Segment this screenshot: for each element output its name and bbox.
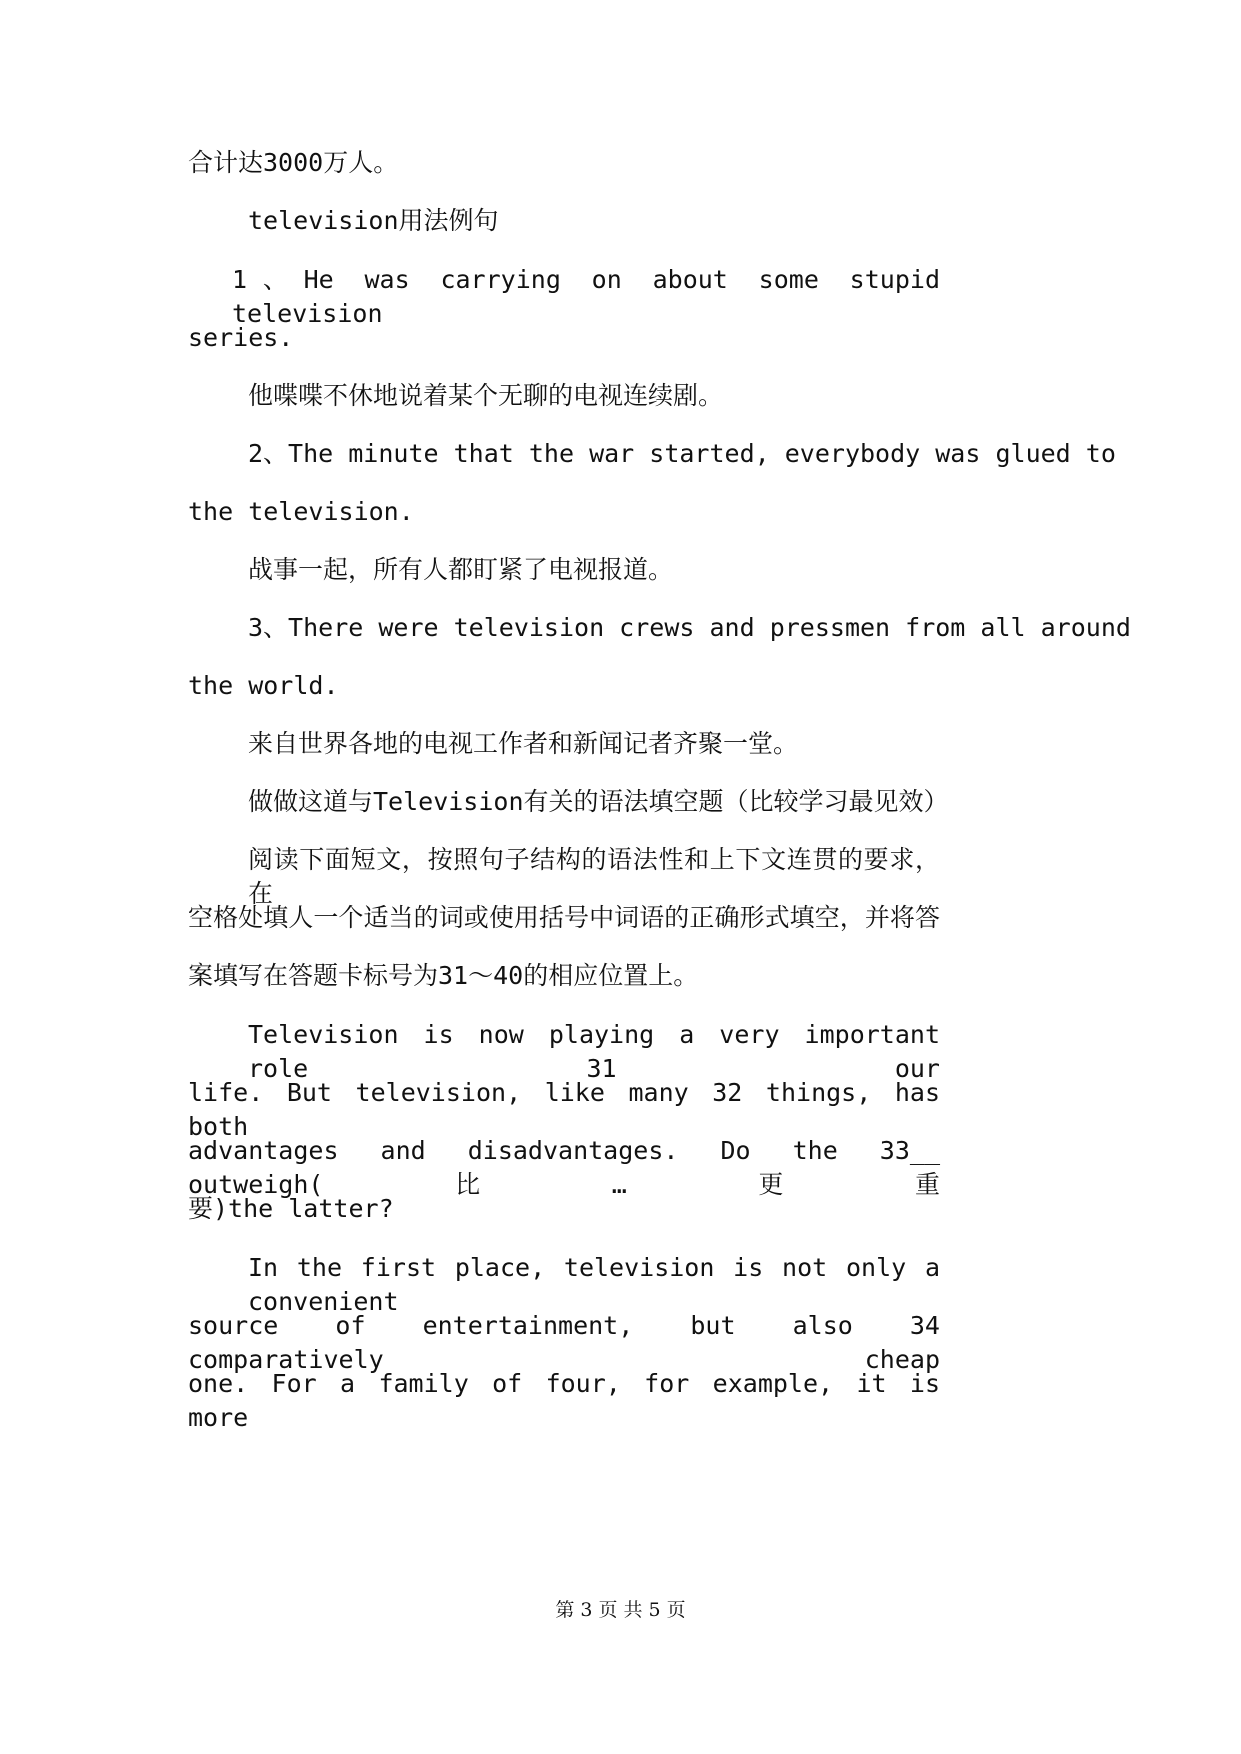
text-line: 战事一起，所有人都盯紧了电视报道。 — [248, 555, 674, 584]
text-line: one. For a family of four, for example, it is more — [188, 1369, 940, 1432]
text-line: 要)the latter? — [188, 1194, 394, 1223]
text-line: 阅读下面短文，按照句子结构的语法性和上下文连贯的要求，在 — [248, 845, 940, 908]
text-line: 3、There were television crews and pressmen from all around — [248, 613, 1131, 642]
text-line: 来自世界各地的电视工作者和新闻记者齐聚一堂。 — [248, 729, 799, 758]
text-line: 案填写在答题卡标号为31～40的相应位置上。 — [188, 961, 699, 990]
text-line: Television is now playing a very important role 31 our — [248, 1020, 940, 1083]
text-line: source of entertainment, but also 34 comparatively cheap — [188, 1311, 940, 1374]
text-line: series. — [188, 323, 294, 352]
text-line: In the first place, television is not only a convenient — [248, 1253, 940, 1316]
text-line: advantages and disadvantages. Do the 33__ outweigh(比…更重 — [188, 1136, 940, 1199]
text-line: 他喋喋不休地说着某个无聊的电视连续剧。 — [248, 381, 724, 410]
text-line: the world. — [188, 671, 339, 700]
text-line: 合计达3000万人。 — [188, 148, 399, 177]
text-line: life. But television, like many 32 things, has both — [188, 1078, 940, 1141]
page-number-footer: 第 3 页 共 5 页 — [555, 1599, 686, 1621]
text-line: the television. — [188, 497, 414, 526]
text-line: 2、The minute that the war started, everybody was glued to — [248, 439, 1116, 468]
text-line: 1、He was carrying on about some stupid television — [232, 265, 940, 328]
section-heading: television用法例句 — [248, 206, 499, 235]
text-line: 空格处填人一个适当的词或使用括号中词语的正确形式填空，并将答 — [188, 903, 940, 932]
section-heading: 做做这道与Television有关的语法填空题（比较学习最见效） — [248, 787, 949, 816]
